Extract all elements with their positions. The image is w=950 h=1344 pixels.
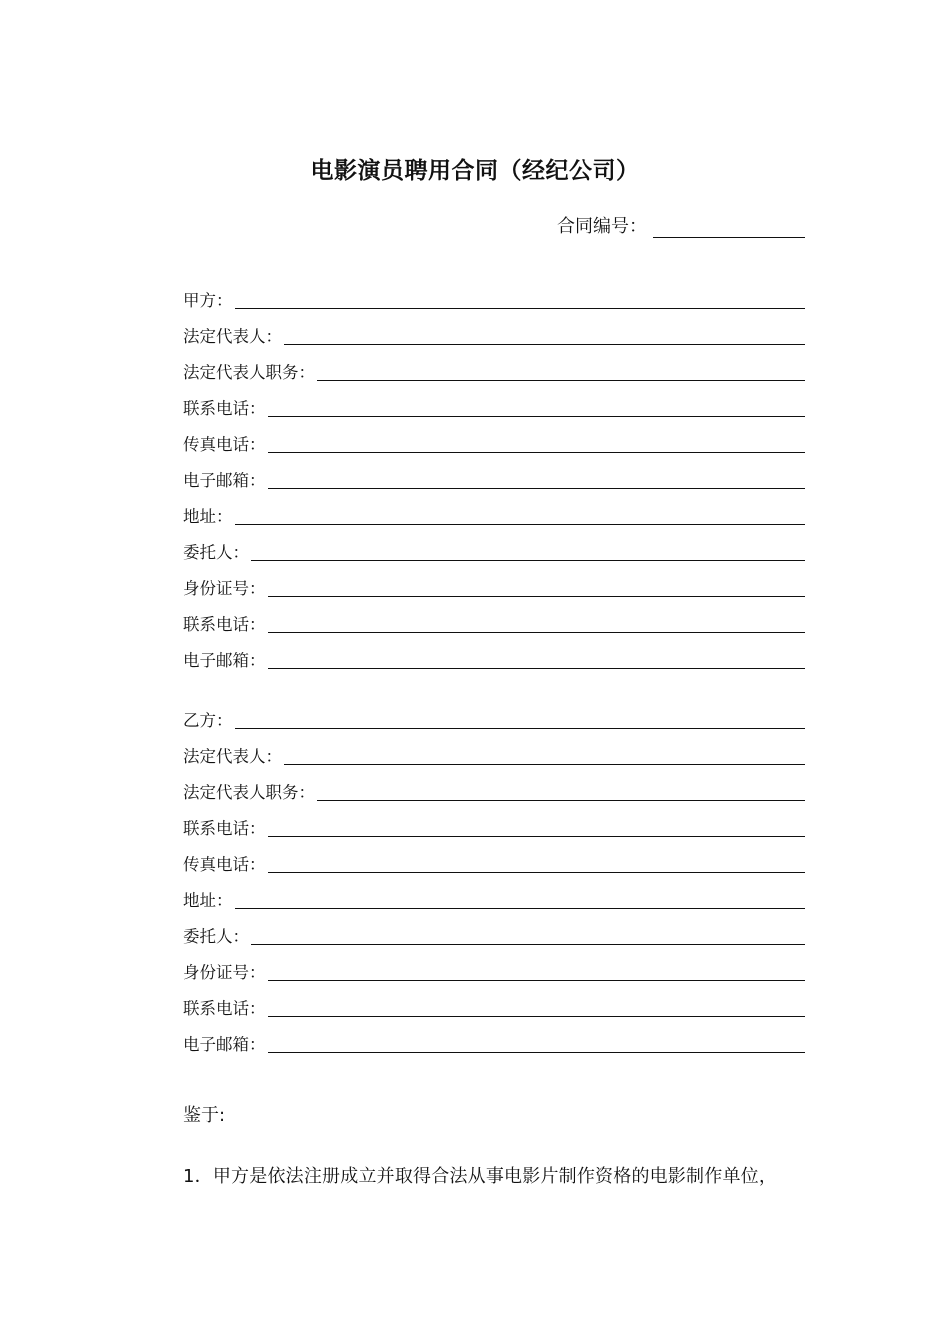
field-label: 甲方： — [183, 291, 233, 310]
fill-blank[interactable] — [251, 559, 805, 561]
recitals-heading: 鉴于: — [183, 1105, 226, 1126]
contract-number-row — [557, 212, 805, 238]
party-b-fax-field — [183, 850, 805, 876]
party-b-id-field — [183, 958, 805, 984]
field-label: 乙方： — [183, 711, 233, 730]
field-label: 联系电话： — [183, 399, 266, 418]
fill-blank[interactable] — [268, 487, 806, 489]
party-a-address-field — [183, 502, 805, 528]
fill-blank[interactable] — [268, 631, 806, 633]
contract-number-label: 合同编号： — [557, 216, 647, 237]
field-label: 地址： — [183, 507, 233, 526]
party-b-agent-email-field — [183, 1030, 805, 1056]
field-label: 联系电话： — [183, 819, 266, 838]
recital-clause-1: 1．甲方是依法注册成立并取得合法从事电影片制作资格的电影制作单位， — [183, 1166, 778, 1187]
fill-blank[interactable] — [317, 799, 805, 801]
party-b-address-field — [183, 886, 805, 912]
fill-blank[interactable] — [235, 307, 806, 309]
field-label: 联系电话： — [183, 999, 266, 1018]
fill-blank[interactable] — [235, 523, 806, 525]
field-label: 法定代表人职务： — [183, 783, 315, 802]
fill-blank[interactable] — [268, 1015, 806, 1017]
fill-blank[interactable] — [251, 943, 805, 945]
fill-blank[interactable] — [317, 379, 805, 381]
field-label: 法定代表人职务： — [183, 363, 315, 382]
field-label: 委托人： — [183, 543, 249, 562]
field-label: 电子邮箱： — [183, 1035, 266, 1054]
party-b-legal-rep-field — [183, 742, 805, 768]
field-label: 身份证号： — [183, 579, 266, 598]
party-a-agent-field — [183, 538, 805, 564]
fill-blank[interactable] — [284, 763, 805, 765]
field-label: 传真电话： — [183, 435, 266, 454]
fill-blank[interactable] — [268, 835, 806, 837]
party-a-fax-field — [183, 430, 805, 456]
field-label: 法定代表人： — [183, 747, 282, 766]
party-a-phone-field — [183, 394, 805, 420]
field-label: 身份证号： — [183, 963, 266, 982]
fill-blank[interactable] — [268, 451, 806, 453]
field-label: 联系电话： — [183, 615, 266, 634]
party-a-name-field — [183, 286, 805, 312]
field-label: 电子邮箱： — [183, 471, 266, 490]
fill-blank[interactable] — [235, 727, 806, 729]
field-label: 地址： — [183, 891, 233, 910]
party-b-agent-phone-field — [183, 994, 805, 1020]
fill-blank[interactable] — [284, 343, 805, 345]
party-a-legal-rep-title-field — [183, 358, 805, 384]
fill-blank[interactable] — [268, 1051, 806, 1053]
fill-blank[interactable] — [268, 979, 806, 981]
fill-blank[interactable] — [268, 415, 806, 417]
party-b-agent-field — [183, 922, 805, 948]
field-label: 电子邮箱： — [183, 651, 266, 670]
fill-blank[interactable] — [235, 907, 806, 909]
party-a-email-field — [183, 466, 805, 492]
fill-blank[interactable] — [268, 871, 806, 873]
party-a-legal-rep-field — [183, 322, 805, 348]
party-a-agent-phone-field — [183, 610, 805, 636]
field-label: 委托人： — [183, 927, 249, 946]
fill-blank[interactable] — [268, 667, 806, 669]
field-label: 法定代表人： — [183, 327, 282, 346]
party-a-id-field — [183, 574, 805, 600]
party-a-agent-email-field — [183, 646, 805, 672]
party-b-name-field — [183, 706, 805, 732]
party-b-legal-rep-title-field — [183, 778, 805, 804]
document-title: 电影演员聘用合同（经纪公司） — [310, 158, 640, 184]
fill-blank[interactable] — [268, 595, 806, 597]
field-label: 传真电话： — [183, 855, 266, 874]
contract-number-blank[interactable] — [653, 217, 805, 238]
party-b-phone-field — [183, 814, 805, 840]
